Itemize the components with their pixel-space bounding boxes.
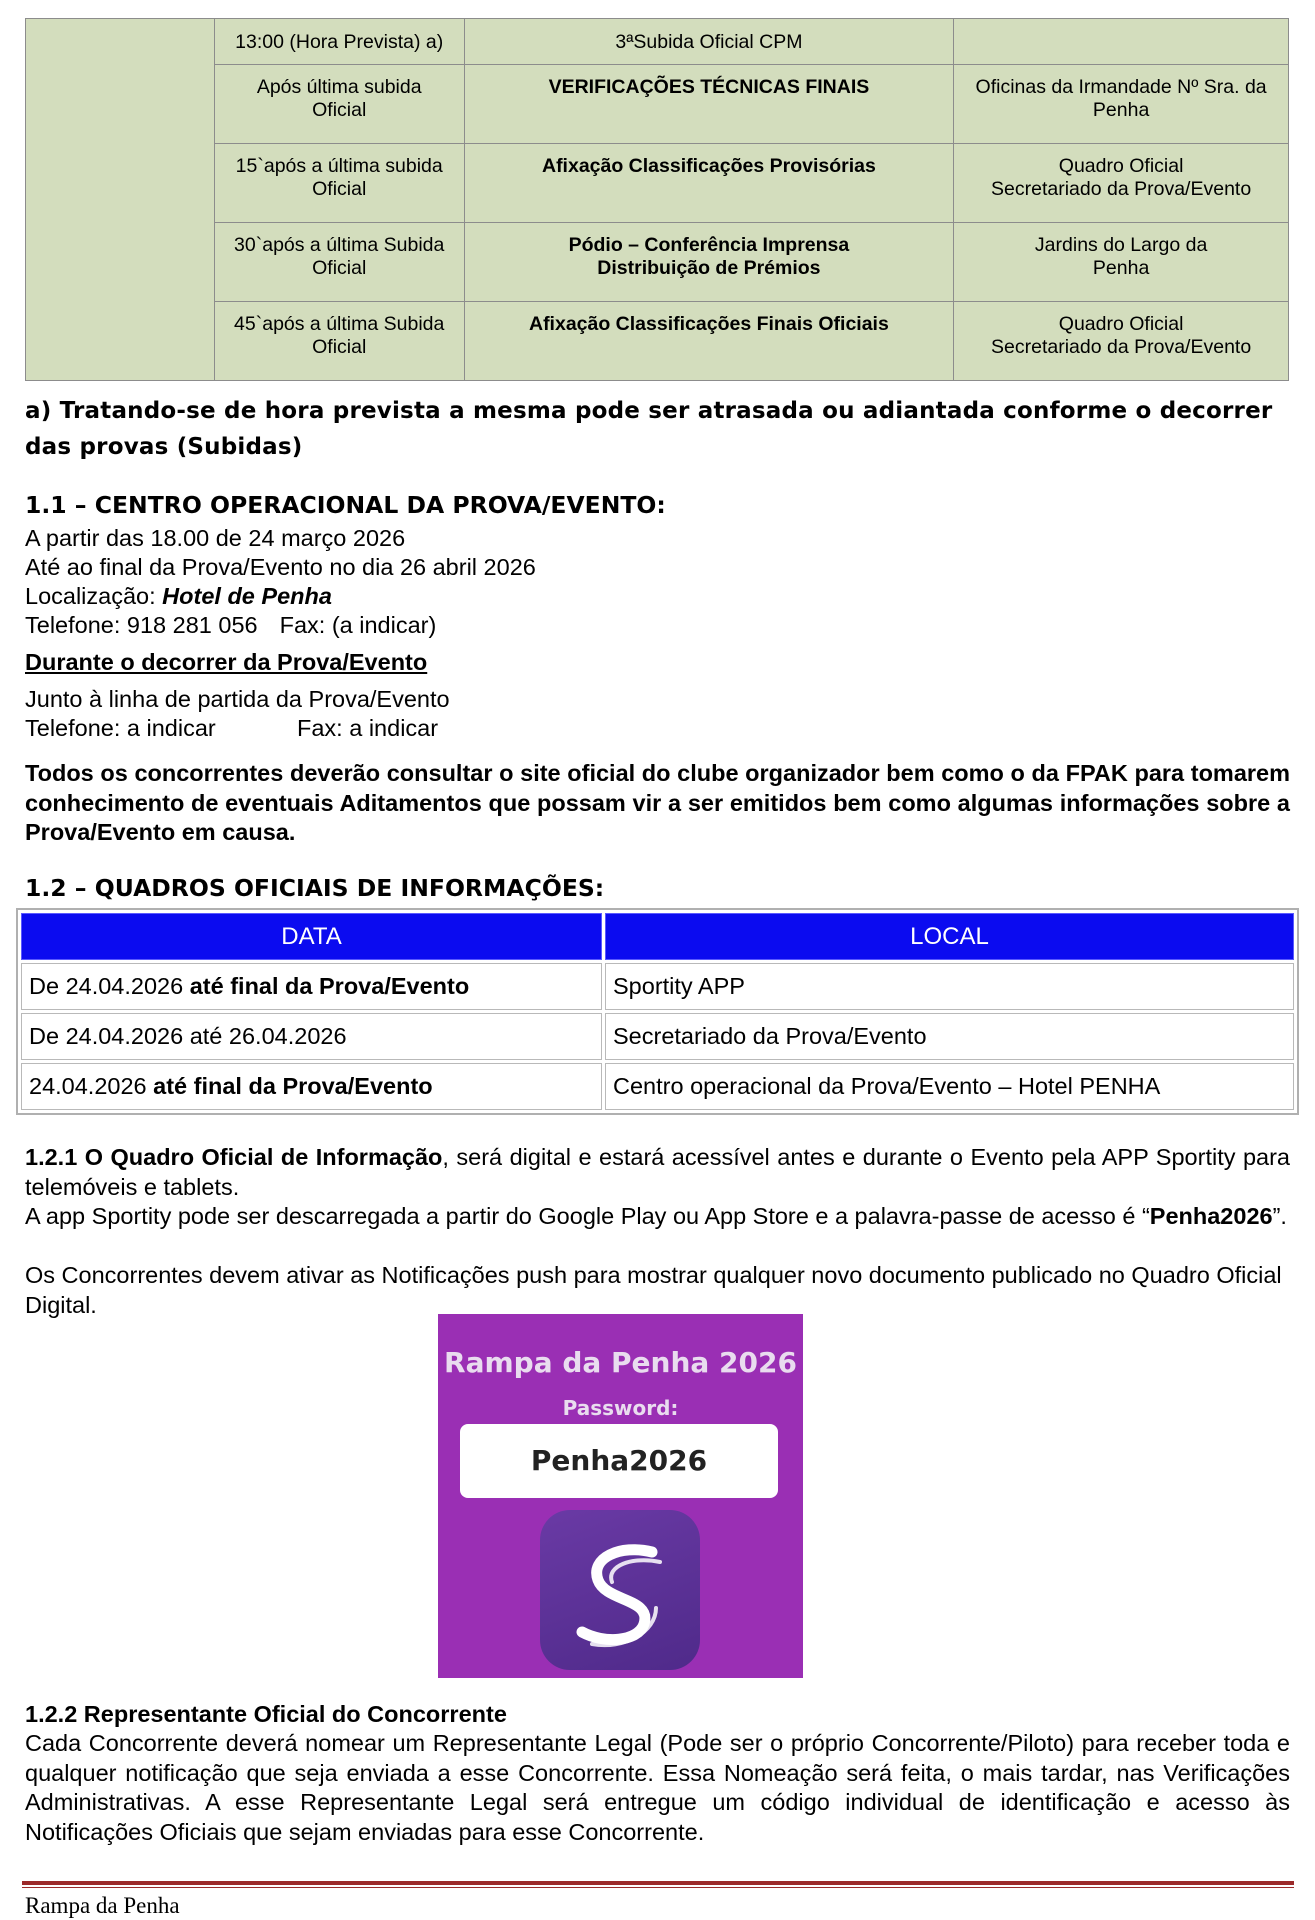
schedule-time: Após última subida Oficial (214, 65, 464, 144)
schedule-event: VERIFICAÇÕES TÉCNICAS FINAIS (464, 65, 954, 144)
schedule-footnote: a) Tratando-se de hora prevista a mesma pode ser atrasada ou adiantada conforme o decorrer das provas (Subidas) (25, 398, 1273, 460)
card-password-box: Penha2026 (460, 1424, 778, 1498)
during-event-contacts (25, 714, 1290, 744)
section-1-2-1-lead: 1.2.1 O Quadro Oficial de Informação (25, 1144, 443, 1170)
section-1-2-heading: 1.2 – QUADROS OFICIAIS DE INFORMAÇÕES: (25, 874, 605, 902)
schedule-row (26, 19, 1289, 65)
during-phone: Telefone: a indicar (25, 715, 216, 741)
table-row (21, 1013, 1294, 1060)
info-table-header (21, 913, 1294, 960)
schedule-time: 30`após a última Subida Oficial (214, 223, 464, 302)
info-boards-table (16, 908, 1299, 1115)
footer-rule (22, 1881, 1294, 1885)
schedule-time: 13:00 (Hora Prevista) a) (214, 19, 464, 65)
schedule-place: Quadro Oficial Secretariado da Prova/Evento (954, 144, 1289, 223)
section-1-2-2-heading: 1.2.2 Representante Oficial do Concorrente (25, 1701, 507, 1727)
competitors-notice: Todos os concorrentes deverão consultar o site oficial do clube organizador bem como o da FPAK para tomarem conhecimento de eventuais Aditamentos que possam vir a ser emitidos bem como algumas informações sobre a Prova/Evento em causa. (25, 760, 1290, 845)
row-local: Sportity APP (605, 963, 1294, 1010)
schedule-row (26, 302, 1289, 381)
row-date: 24.04.2026 até final da Prova/Evento (21, 1063, 602, 1110)
section-1-2-1-intro: 1.2.1 O Quadro Oficial de Informação, será digital e estará acessível antes e durante o Evento pela APP Sportity para telemóveis e tablets. (25, 1144, 1290, 1200)
schedule-event: Afixação Classificações Finais Oficiais (464, 302, 954, 381)
password-text: Penha2026 (1149, 1203, 1273, 1229)
row-local: Secretariado da Prova/Evento (605, 1013, 1294, 1060)
push-notifications-text: Os Concorrentes devem ativar as Notificações push para mostrar qualquer novo documento publicado no Quadro Oficial Digital. (25, 1262, 1282, 1318)
schedule-place (954, 19, 1289, 65)
schedule-blank-column (26, 19, 215, 381)
schedule-row (26, 65, 1289, 144)
location-label: Localização: (25, 583, 163, 609)
centre-phone: Telefone: 918 281 056 (25, 612, 258, 638)
card-title: Rampa da Penha 2026 (444, 1346, 797, 1379)
centre-location (25, 582, 1290, 612)
schedule-table (25, 18, 1289, 381)
schedule-time: 15`após a última subida Oficial (214, 144, 464, 223)
centre-closing-line: Até ao final da Prova/Evento no dia 26 abril 2026 (25, 554, 536, 580)
section-1-1-heading: 1.1 – CENTRO OPERACIONAL DA PROVA/EVENTO: (25, 491, 666, 519)
footer-title: Rampa da Penha (25, 1893, 180, 1918)
card-password-label: Password: (562, 1396, 679, 1420)
schedule-event: 3ªSubida Oficial CPM (464, 19, 954, 65)
section-1-2-2-text: Cada Concorrente deverá nomear um Representante Legal (Pode ser o próprio Concorrente/Piloto) para receber toda e qualquer notificação que seja enviada a esse Concorrente. Essa Nomeação será feita, o mais tardar, nas Verificações Administrativas. A esse Representante Legal será entregue um código individual de identificação e acesso às Notificações Oficiais que sejam enviadas para esse Concorrente. (25, 1730, 1290, 1845)
during-fax: Fax: a indicar (297, 715, 439, 741)
schedule-row (26, 144, 1289, 223)
centre-opening-line: A partir das 18.00 de 24 março 2026 (25, 525, 406, 551)
centre-contacts (25, 611, 1290, 641)
schedule-time: 45`após a última Subida Oficial (214, 302, 464, 381)
during-event-heading: Durante o decorrer da Prova/Evento (25, 649, 428, 675)
table-row (21, 1063, 1294, 1110)
table-row (21, 963, 1294, 1010)
header-local: LOCAL (605, 913, 1294, 960)
header-data: DATA (21, 913, 602, 960)
schedule-event: Afixação Classificações Provisórias (464, 144, 954, 223)
schedule-row (26, 223, 1289, 302)
row-local: Centro operacional da Prova/Evento – Hotel PENHA (605, 1063, 1294, 1110)
location-value: Hotel de Penha (162, 583, 332, 609)
during-event-location: Junto à linha de partida da Prova/Evento (25, 686, 450, 712)
row-date: De 24.04.2026 até 26.04.2026 (21, 1013, 602, 1060)
schedule-place: Quadro Oficial Secretariado da Prova/Evento (954, 302, 1289, 381)
sportity-app-card (438, 1314, 803, 1678)
row-date: De 24.04.2026 até final da Prova/Evento (21, 963, 602, 1010)
schedule-event: Pódio – Conferência Imprensa Distribuição de Prémios (464, 223, 954, 302)
schedule-place: Jardins do Largo da Penha (954, 223, 1289, 302)
sportity-logo-icon (540, 1510, 700, 1670)
sportity-app-icon (540, 1510, 700, 1670)
app-download-text: A app Sportity pode ser descarregada a partir do Google Play ou App Store e a palavra-passe de acesso é “Penha2026”. (25, 1203, 1287, 1229)
schedule-place: Oficinas da Irmandade Nº Sra. da Penha (954, 65, 1289, 144)
footer-rule-thin (22, 1887, 1294, 1888)
centre-fax: Fax: (a indicar) (279, 612, 437, 638)
